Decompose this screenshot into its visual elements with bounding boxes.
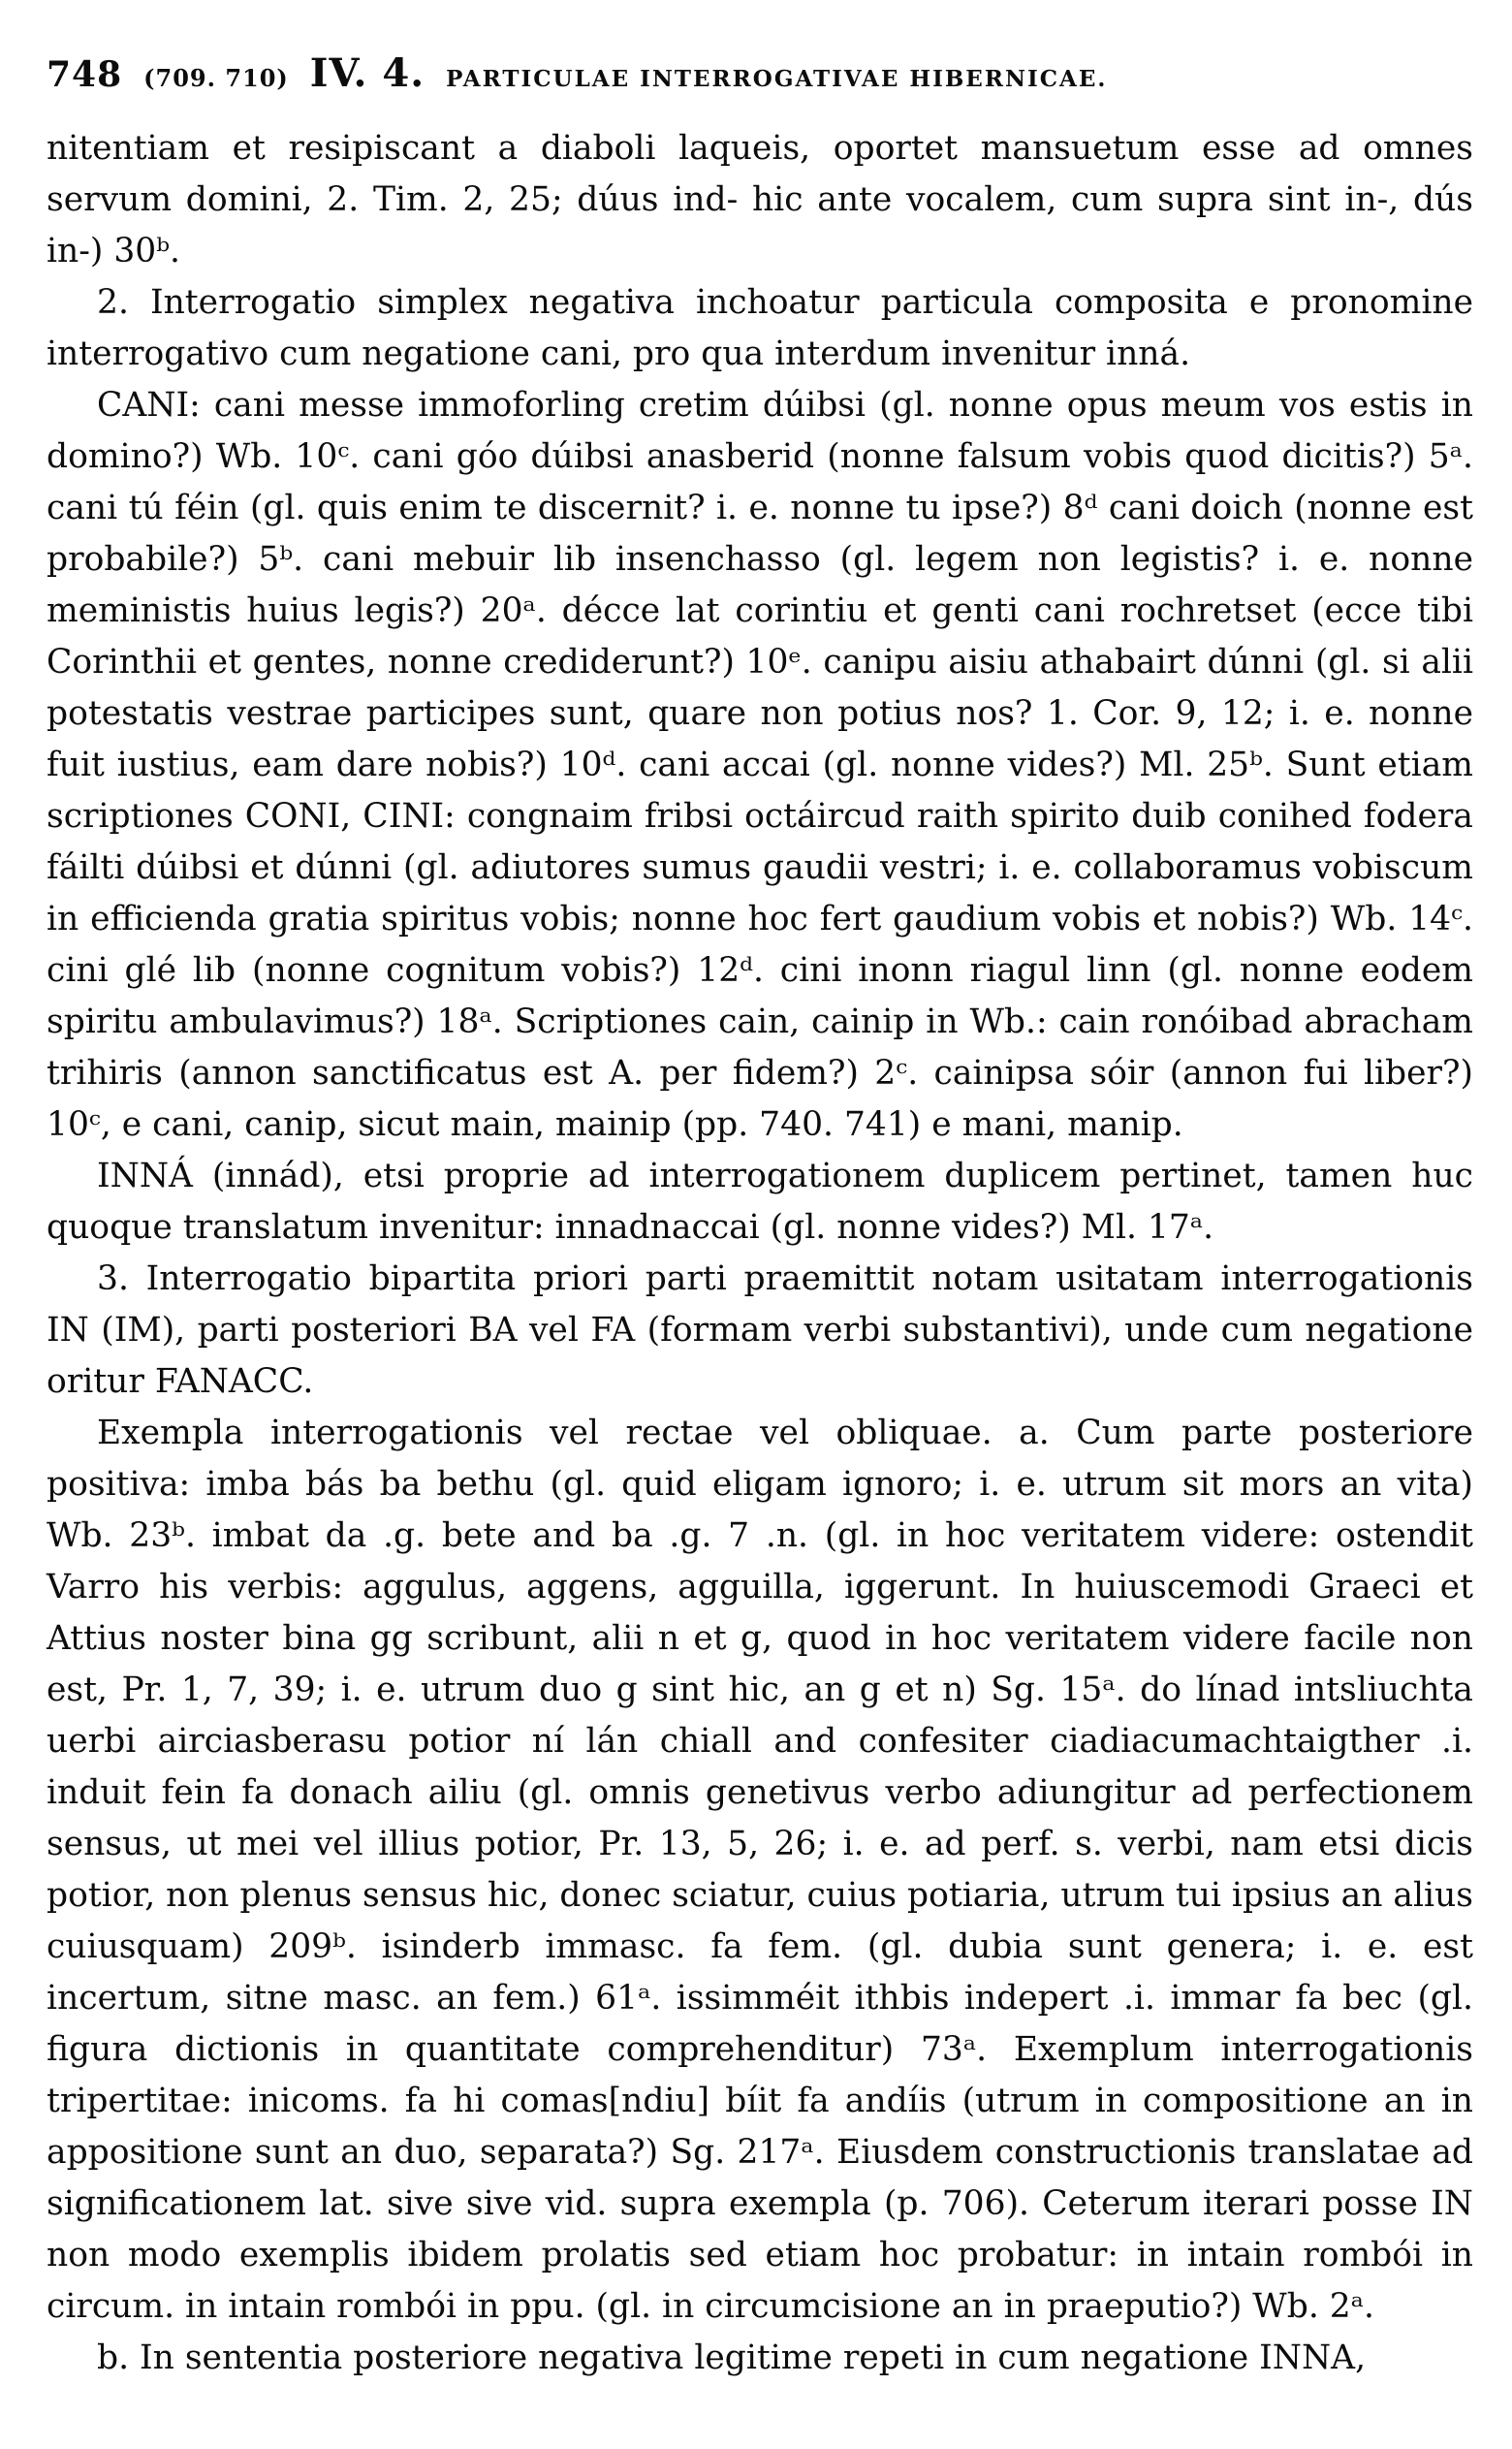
paragraph-examples: Exempla interrogationis vel rectae vel obliquae. a. Cum parte posteriore positiva: imba bás ba bethu (gl. quid eligam ignoro; i. e. utrum sit mors an vita) Wb. 23ᵇ. imbat da .g. bete and ba .g. 7 .n. (gl. in hoc veritatem videre: ostendit Varro his verbis: aggulus, aggens, agguilla, iggerunt. In huiuscemodi Graeci et Attius noster bina gg scribunt, alii n et g, quod in hoc veritatem videre facile non est, Pr. 1, 7, 39; i. e. utrum duo g sint hic, an g et n) Sg. 15ᵃ. do línad intsliuchta uerbi airciasberasu potior ní lán chiall and confesiter ciadiacumachtaigther .i. induit fein fa donach ailiu (gl. omnis genetivus verbo adiungitur ad perfectionem sensus, ut mei vel illius potior, Pr. 13, 5, 26; i. e. ad perf. s. verbi, nam etsi dicis potior, non plenus sensus hic, donec sciatur, cuius potiaria, utrum tui ipsius an alius cuiusquam) 209ᵇ. isinderb immasc. fa fem. (gl. dubia sunt genera; i. e. est incertum, sitne masc. an fem.) 61ᵃ. issimméit ithbis indepert .i. immar fa bec (gl. figura dictionis in quantitate comprehenditur) 73ᵃ. Exemplum interrogationis tripertitae: inicoms. fa hi comas[ndiu] bíit fa andíis (utrum in compositione an in appositione sunt an duo, separata?) Sg. 217ᵃ. Eiusdem constructionis translatae ad significationem lat. sive sive vid. supra exempla (p. 706). Ceterum iterari posse IN non modo exemplis ibidem prolatis sed etiam hoc probatur: in intain rombói in circum. in intain rombói in ppu. (gl. in circumcisione an in praeputio?) Wb. 2ᵃ. bbox=[47, 1414, 1473, 2326]
paragraph-continuation: nitentiam et resipiscant a diaboli laqueis, oportet mansuetum esse ad omnes servum domini, 2. Tim. 2, 25; dúus ind- hic ante vocalem, cum supra sint in-, dús in-) 30ᵇ. bbox=[47, 129, 1473, 270]
paragraph-cani: CANI: cani messe immoforling cretim dúibsi (gl. nonne opus meum vos estis in domino?) Wb. 10ᶜ. cani góo dúibsi anasberid (nonne falsum vobis quod dicitis?) 5ᵃ. cani tú féin (gl. quis enim te discernit? i. e. nonne tu ipse?) 8ᵈ cani doich (nonne est probabile?) 5ᵇ. cani mebuir lib insenchasso (gl. legem non legistis? i. e. nonne meministis huius legis?) 20ᵃ. décce lat corintiu et genti cani rochretset (ecce tibi Corinthii et gentes, nonne crediderunt?) 10ᵉ. canipu aisiu athabairt dúnni (gl. si alii potestatis vestrae participes sunt, quare non potius nos? 1. Cor. 9, 12; i. e. nonne fuit iustius, eam dare nobis?) 10ᵈ. cani accai (gl. nonne vides?) Ml. 25ᵇ. Sunt etiam scriptiones CONI, CINI: congnaim fribsi octáircud raith spirito duib conihed fodera fáilti dúibsi et dúnni (gl. adiutores sumus gaudii vestri; i. e. collaboramus vobiscum in efficienda gratia spiritus vobis; nonne hoc fert gaudium vobis et nobis?) Wb. 14ᶜ. cini glé lib (nonne cognitum vobis?) 12ᵈ. cini inonn riagul linn (gl. nonne eodem spiritu ambulavimus?) 18ᵃ. Scriptiones cain, cainip in Wb.: cain ronóibad abracham trihiris (annon sanctificatus est A. per fidem?) 2ᶜ. cainipsa sóir (annon fui liber?) 10ᶜ, e cani, canip, sicut main, mainip (pp. 740. 741) e mani, manip. bbox=[47, 386, 1473, 1144]
section-refs: (709. 710) bbox=[143, 64, 289, 92]
page-number: 748 bbox=[47, 54, 123, 95]
paragraph-inna: INNÁ (innád), etsi proprie ad interrogationem duplicem pertinet, tamen huc quoque translatum invenitur: innadnaccai (gl. nonne vides?) Ml. 17ᵃ. bbox=[47, 1157, 1473, 1247]
running-header bbox=[47, 50, 1473, 96]
text-body bbox=[47, 123, 1473, 2384]
chapter-number: IV. 4. bbox=[309, 50, 425, 96]
paragraph-section-2: 2. Interrogatio simplex negativa inchoatur particula composita e pronomine interrogativo cum negatione cani, pro qua interdum invenitur inná. bbox=[47, 283, 1473, 373]
paragraph-section-3: 3. Interrogatio bipartita priori parti praemittit notam usitatam interrogationis IN (IM), parti posteriori BA vel FA (formam verbi substantivi), unde cum negatione oritur FANACC. bbox=[47, 1259, 1473, 1401]
page-title: PARTICULAE INTERROGATIVAE HIBERNICAE. bbox=[446, 66, 1108, 92]
paragraph-b: b. In sententia posteriore negativa legitime repeti in cum negatione INNA, bbox=[97, 2338, 1367, 2377]
